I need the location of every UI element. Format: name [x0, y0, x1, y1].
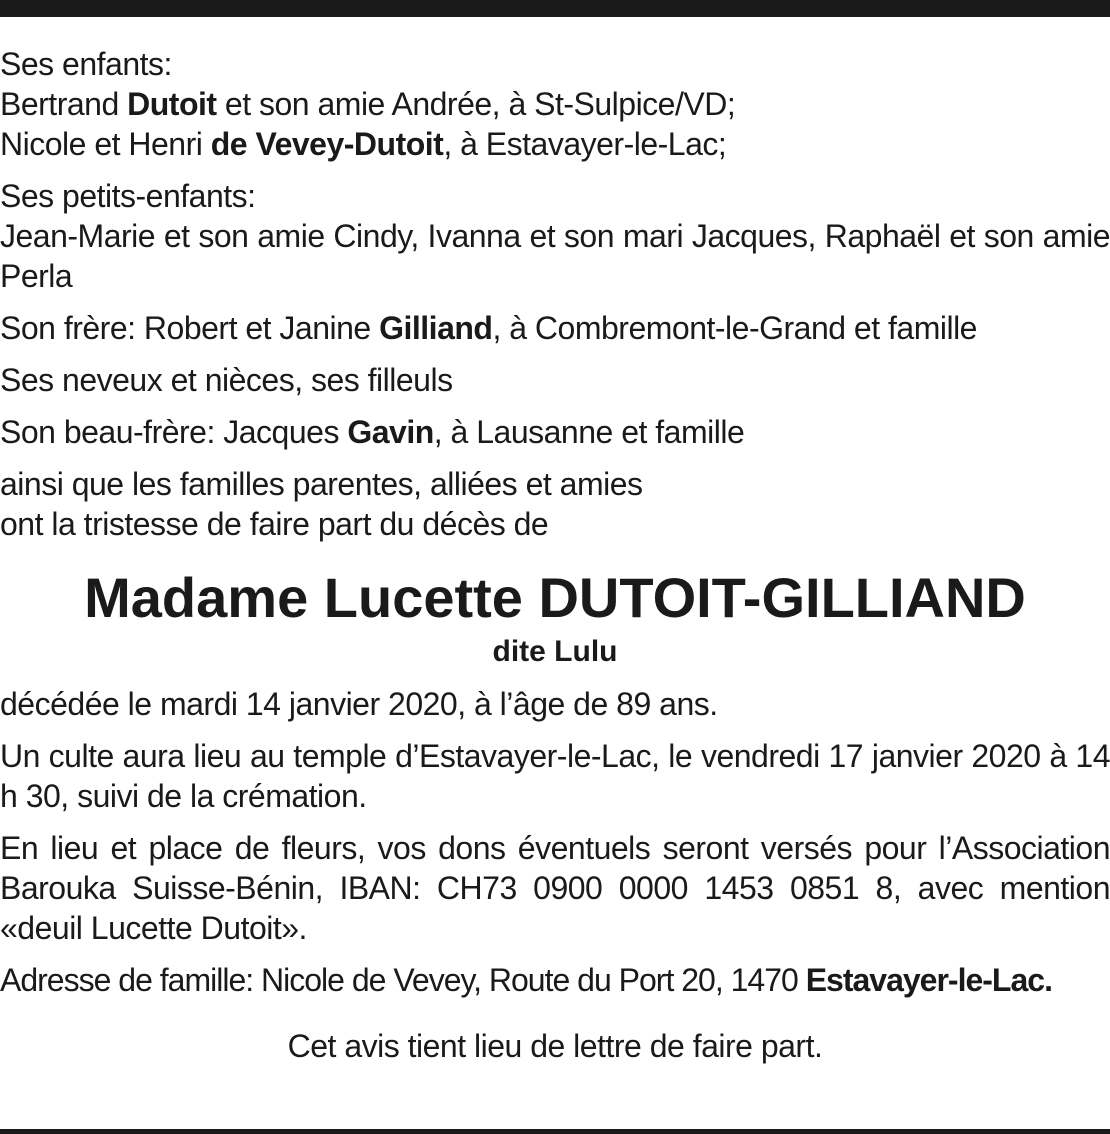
- child-detail: et son amie Andrée, à St-Sulpice/VD;: [216, 86, 736, 122]
- donation-details: En lieu et place de fleurs, vos dons éventuels seront versés pour l’Association Barouka Suisse-Bénin, IBAN: CH73 0900 0000 1453 0851 8, avec mention «deuil Lucette Dutoit».: [0, 830, 1110, 946]
- announcement-line: ont la tristesse de faire part du décès de: [0, 506, 549, 542]
- child-name: Bertrand: [0, 86, 128, 122]
- brother-in-law-label: Son beau-frère: Jacques: [0, 414, 348, 450]
- death-details: décédée le mardi 14 janvier 2020, à l’âge de 89 ans.: [0, 686, 718, 722]
- brother-surname: Gilliand: [379, 310, 493, 346]
- nephews-line: Ses neveux et nièces, ses filleuls: [0, 362, 453, 398]
- deceased-nickname: dite Lulu: [492, 635, 618, 668]
- grandchildren-heading: Ses petits-enfants:: [0, 178, 256, 214]
- family-address: [0, 960, 1110, 1000]
- closing-note: Cet avis tient lieu de lettre de faire part.: [287, 1028, 823, 1064]
- child-entry: [0, 84, 1110, 124]
- top-rule: [0, 0, 1110, 17]
- grandchildren-list: Jean-Marie et son amie Cindy, Ivanna et son mari Jacques, Raphaël et son amie Perla: [0, 218, 1110, 294]
- child-entry: [0, 124, 1110, 164]
- grandchildren-section: [0, 176, 1110, 296]
- brother-line: [0, 308, 1110, 348]
- address-text: Adresse de famille: Nicole de Vevey, Route du Port 20, 1470: [0, 962, 806, 998]
- child-surname: de Vevey-Dutoit: [210, 126, 444, 162]
- address-city: Estavayer-le-Lac.: [805, 962, 1052, 998]
- child-surname: Dutoit: [127, 86, 217, 122]
- brother-in-law-surname: Gavin: [347, 414, 434, 450]
- deceased-name: Madame Lucette DUTOIT-GILLIAND: [84, 566, 1026, 629]
- child-name: Nicole et Henri: [0, 126, 211, 162]
- brother-in-law-detail: , à Lausanne et famille: [433, 414, 745, 450]
- bottom-rule: [0, 1129, 1110, 1134]
- children-section: [0, 44, 1110, 164]
- obituary-notice: [0, 44, 1110, 1066]
- brother-in-law-line: [0, 412, 1110, 452]
- families-announcement: [0, 464, 1110, 544]
- families-line: ainsi que les familles parentes, alliées et amies: [0, 466, 643, 502]
- children-heading: Ses enfants:: [0, 46, 172, 82]
- brother-label: Son frère: Robert et Janine: [0, 310, 380, 346]
- brother-detail: , à Combremont-le-Grand et famille: [492, 310, 977, 346]
- child-detail: , à Estavayer-le-Lac;: [443, 126, 727, 162]
- service-details: Un culte aura lieu au temple d’Estavayer-le-Lac, le vendredi 17 janvier 2020 à 14 h 30, suivi de la crémation.: [0, 738, 1110, 814]
